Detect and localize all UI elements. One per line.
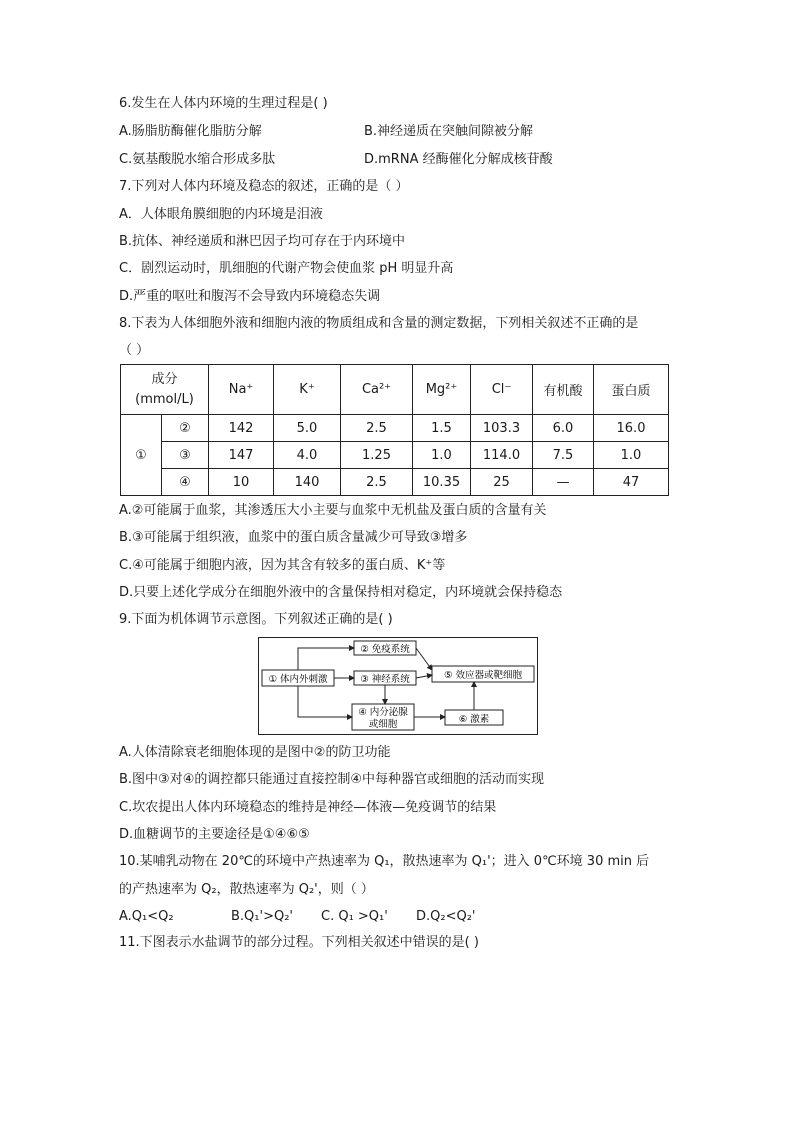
arrow-nervous-effector <box>416 675 432 678</box>
q9-stem: 9.下面为机体调节示意图。下列叙述正确的是( ) <box>119 612 393 627</box>
q10-option-d: D.Q₂<Q₂' <box>416 909 476 924</box>
q9-option-a: A.人体清除衰老细胞体现的是图中②的防卫功能 <box>119 745 391 760</box>
node-nervous: ③ 神经系统 <box>360 674 410 685</box>
node-hormone: ⑥ 激素 <box>458 714 490 725</box>
q8-option-a: A.②可能属于血浆，其渗透压大小主要与血浆中无机盐及蛋白质的含量有关 <box>119 503 547 518</box>
q6-option-b: B.神经递质在突触间隙被分解 <box>364 124 534 139</box>
col-header-cl: Cl⁻ <box>471 365 533 415</box>
composition-table <box>120 364 669 496</box>
col-header-organic-acid: 有机酸 <box>533 365 594 415</box>
row-label: ③ <box>162 442 209 469</box>
table-cell: 1.0 <box>594 442 669 469</box>
table-cell: 103.3 <box>471 415 533 442</box>
row-label: ④ <box>162 469 209 496</box>
q6-option-d: D.mRNA 经酶催化分解成核苷酸 <box>364 152 553 167</box>
q6-stem: 6.发生在人体内环境的生理过程是( ) <box>119 96 328 111</box>
q7-option-c: C．剧烈运动时，肌细胞的代谢产物会使血浆 pH 明显升高 <box>119 261 454 276</box>
table-cell: 1.5 <box>413 415 471 442</box>
q10-option-c: C. Q₁ >Q₁' <box>321 909 388 924</box>
q7-option-b: B.抗体、神经递质和淋巴因子均可存在于内环境中 <box>119 234 406 249</box>
table-cell: — <box>533 469 594 496</box>
node-endocrine: ④ 内分泌腺 <box>358 707 408 718</box>
col-header-ca: Ca²⁺ <box>341 365 413 415</box>
table-cell: 7.5 <box>533 442 594 469</box>
table-cell: 10.35 <box>413 469 471 496</box>
table-row <box>121 415 669 442</box>
q6-option-c: C.氨基酸脱水缩合形成多肽 <box>119 152 276 167</box>
table-cell: 25 <box>471 469 533 496</box>
table-cell: 140 <box>274 469 341 496</box>
table-cell: 4.0 <box>274 442 341 469</box>
node-stimulus: ① 体内外刺激 <box>268 674 328 685</box>
table-row <box>121 442 669 469</box>
table-row <box>121 469 669 496</box>
arrow-stimulus-endocrine <box>298 686 352 717</box>
arrow-immune-effector <box>416 648 432 670</box>
q7-option-d: D.严重的呕吐和腹泻不会导致内环境稳态失调 <box>119 289 381 304</box>
q10-stem: 10.某哺乳动物在 20℃的环境中产热速率为 Q₁，散热速率为 Q₁'；进入 0℃环境 30 min 后 <box>119 854 650 869</box>
q9-option-b: B.图中③对④的调控都只能通过直接控制④中每种器官或细胞的活动而实现 <box>119 772 545 787</box>
table-cell: 10 <box>209 469 274 496</box>
arrow-stimulus-immune <box>298 648 354 670</box>
q8-stem-cont: （ ） <box>119 343 150 358</box>
q7-stem: 7.下列对人体内环境及稳态的叙述，正确的是（ ） <box>119 179 409 194</box>
q10-stem-cont: 的产热速率为 Q₂，散热速率为 Q₂'，则（ ） <box>119 882 374 897</box>
col-header-mg: Mg²⁺ <box>413 365 471 415</box>
q10-option-a: A.Q₁<Q₂ <box>119 909 174 924</box>
q10-option-b: B.Q₁'>Q₂' <box>231 909 293 924</box>
table-cell: 47 <box>594 469 669 496</box>
table-cell: 5.0 <box>274 415 341 442</box>
col-header-protein: 蛋白质 <box>594 365 669 415</box>
q9-option-c: C.坎农提出人体内环境稳态的维持是神经—体液—免疫调节的结果 <box>119 800 497 815</box>
table-cell: 2.5 <box>341 415 413 442</box>
col-header-k: K⁺ <box>274 365 341 415</box>
regulation-diagram <box>258 637 538 735</box>
q8-stem: 8.下表为人体细胞外液和细胞内液的物质组成和含量的测定数据，下列相关叙述不正确的是 <box>119 316 639 331</box>
table-cell: 1.25 <box>341 442 413 469</box>
group-label: ① <box>121 415 162 496</box>
node-immune: ② 免疫系统 <box>360 644 410 655</box>
node-endocrine-line2: 或细胞 <box>368 719 398 730</box>
table-cell: 2.5 <box>341 469 413 496</box>
node-effector: ⑤ 效应器或靶细胞 <box>443 670 523 681</box>
q7-option-a: A．人体眼角膜细胞的内环境是泪液 <box>119 207 323 222</box>
table-header-composition: 成分 (mmol/L) <box>121 365 209 415</box>
table-cell: 1.0 <box>413 442 471 469</box>
col-header-na: Na⁺ <box>209 365 274 415</box>
q8-option-d: D.只要上述化学成分在细胞外液中的含量保持相对稳定，内环境就会保持稳态 <box>119 585 563 600</box>
q8-option-c: C.④可能属于细胞内液，因为其含有较多的蛋白质、K⁺等 <box>119 558 446 573</box>
table-cell: 147 <box>209 442 274 469</box>
row-label: ② <box>162 415 209 442</box>
q6-option-a: A.肠脂肪酶催化脂肪分解 <box>119 124 262 139</box>
q9-option-d: D.血糖调节的主要途径是①④⑥⑤ <box>119 827 310 842</box>
q8-option-b: B.③可能属于组织液，血浆中的蛋白质含量减少可导致③增多 <box>119 530 468 545</box>
table-cell: 16.0 <box>594 415 669 442</box>
q11-stem: 11.下图表示水盐调节的部分过程。下列相关叙述中错误的是( ) <box>119 935 479 950</box>
table-cell: 6.0 <box>533 415 594 442</box>
table-cell: 142 <box>209 415 274 442</box>
table-cell: 114.0 <box>471 442 533 469</box>
